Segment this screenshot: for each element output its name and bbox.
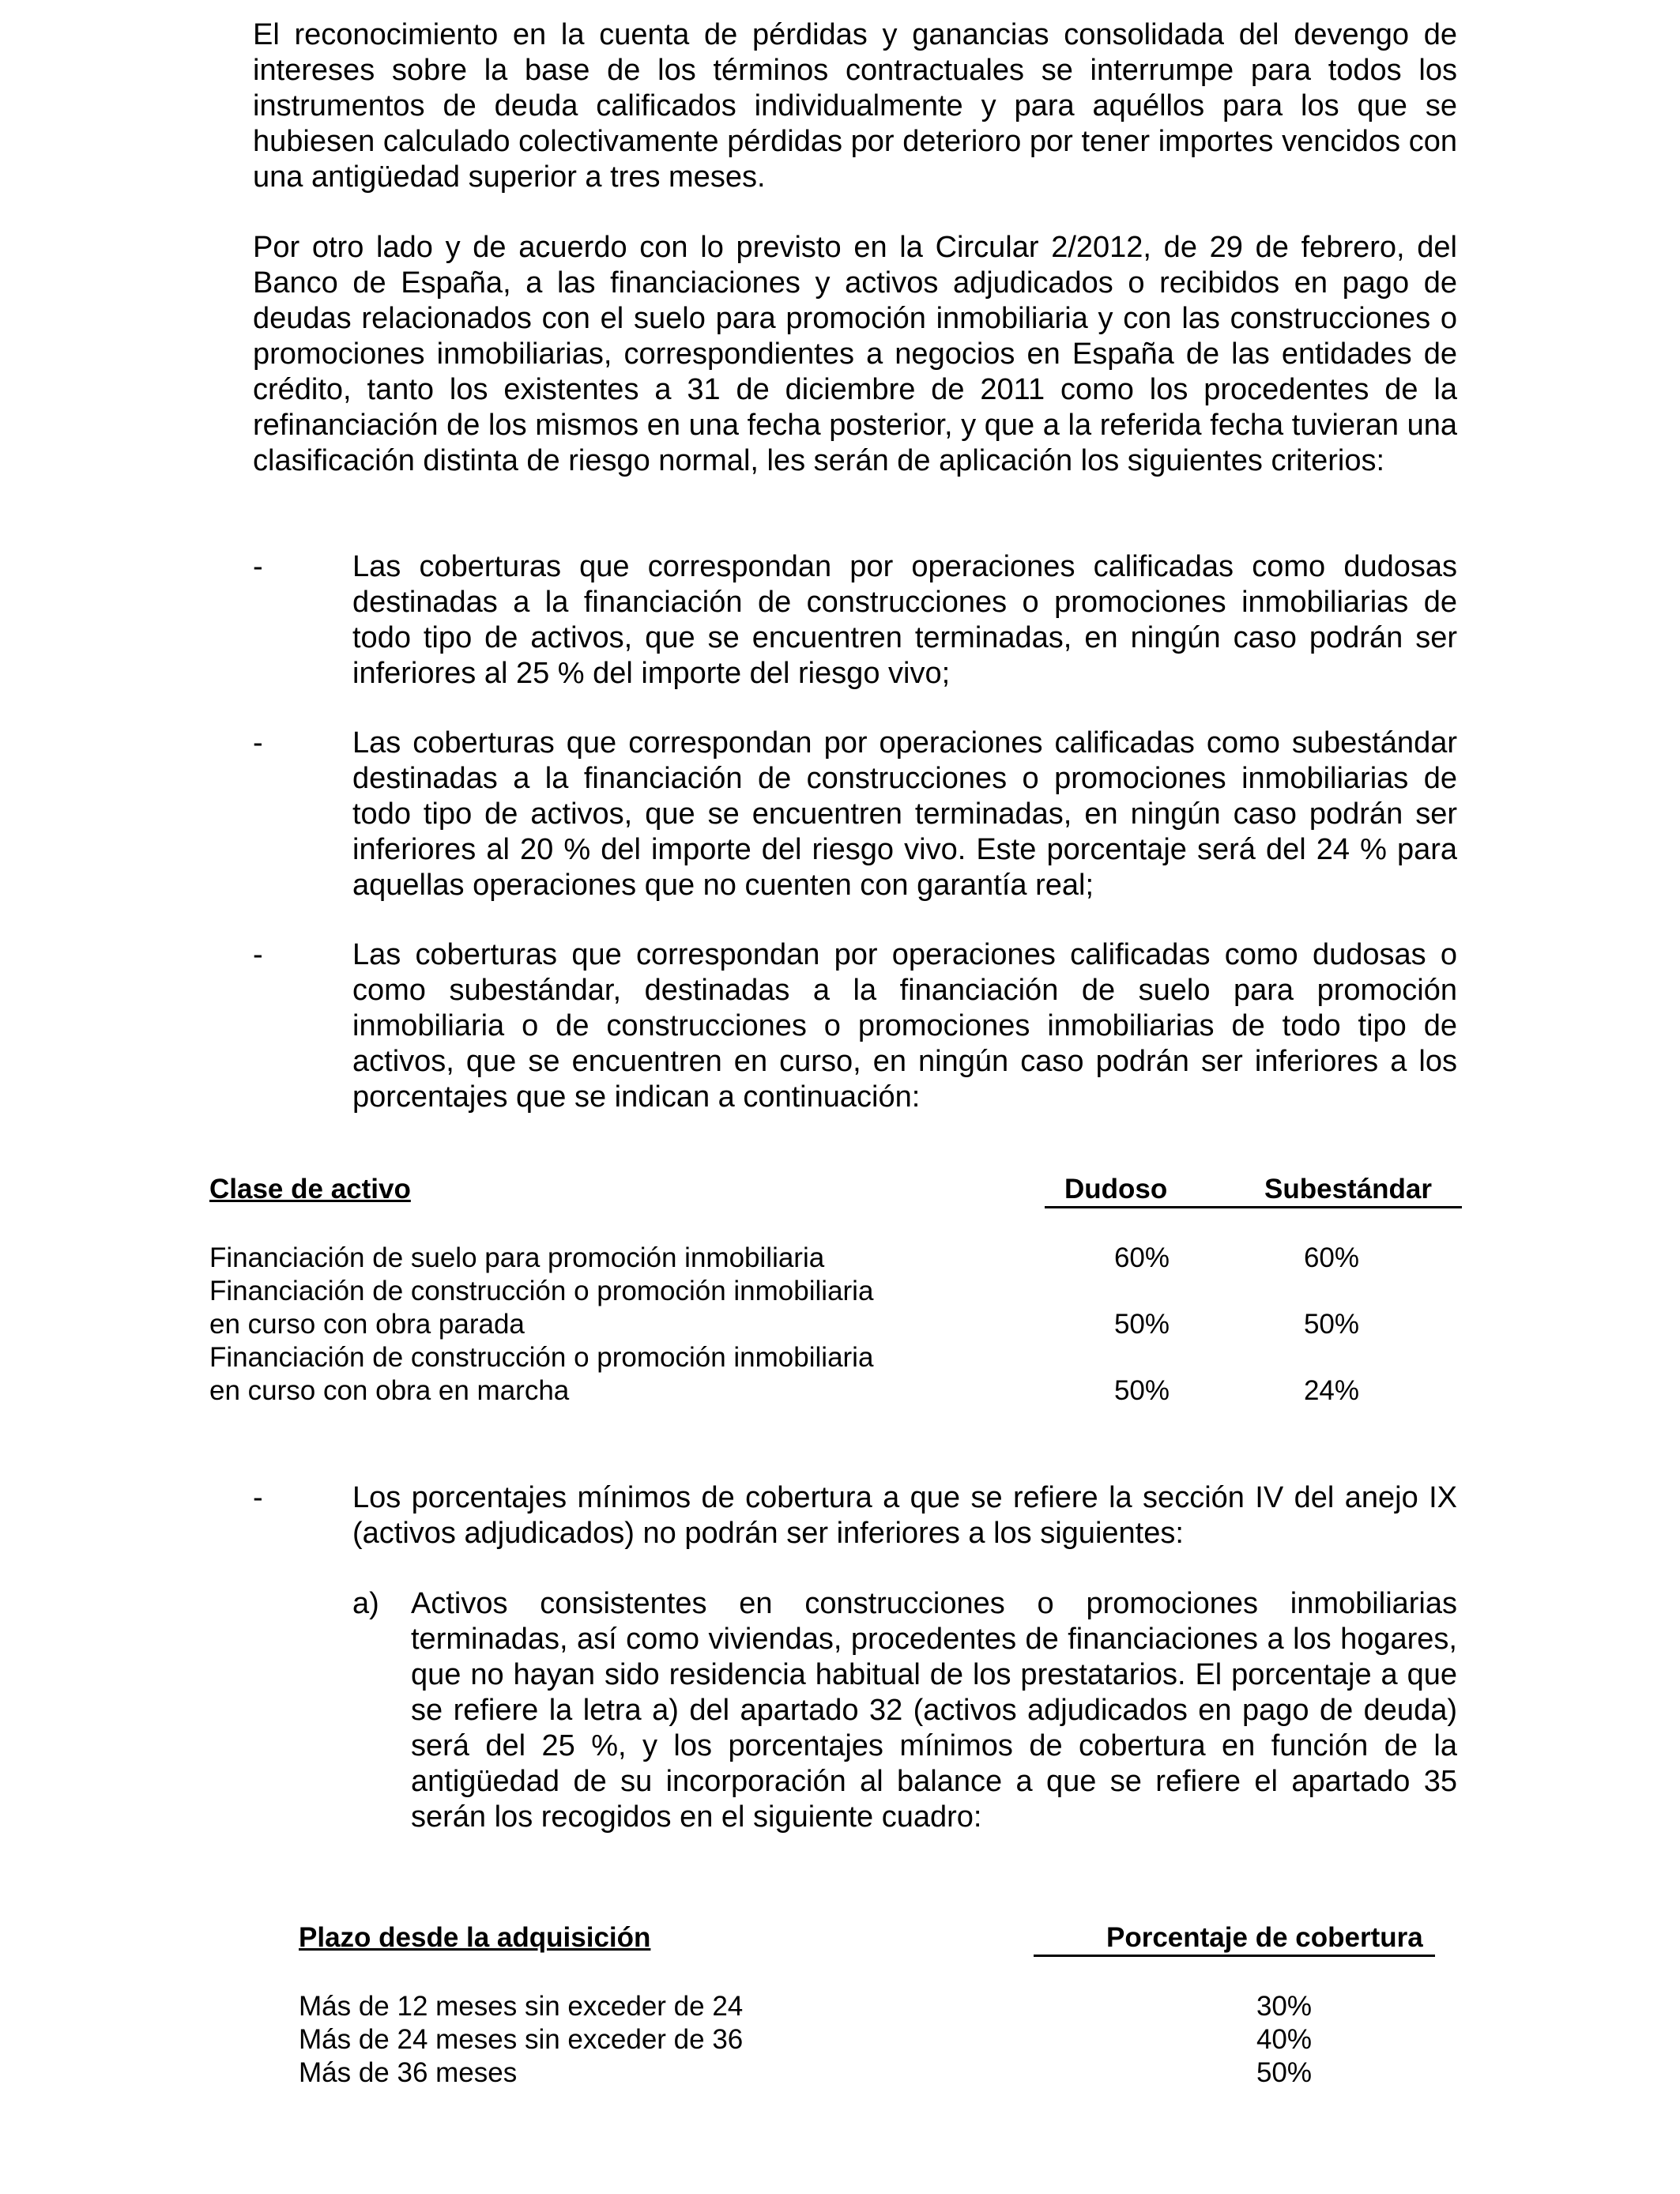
subitem-label: a) (352, 1587, 379, 1620)
row-plazo: Más de 24 meses sin exceder de 36 (299, 2024, 744, 2055)
row-label-cont: en curso con obra parada (209, 1309, 525, 1340)
row-porcentaje: 40% (1256, 2024, 1312, 2055)
table-header-porcentaje: Porcentaje de cobertura (1106, 1922, 1423, 1953)
bullet-text: Las coberturas que correspondan por operaciones calificadas como dudosas destinadas a la financiación de construcciones o promociones inmobiliarias de todo tipo de activos, que se encuentren terminadas, en ningún caso podrán ser inferiores al 25 % del importe del riesgo vivo; (352, 550, 1457, 690)
bullet-dash: - (253, 1481, 263, 1514)
subitem-text: Activos consistentes en construcciones o promociones inmobiliarias terminadas, así como viviendas, procedentes de financiaciones a los hogares, que no hayan sido residencia habitual de los prestatarios. El porcentaje a que se refiere la letra a) del apartado 32 (activos adjudicados en pago de deuda) será del 25 %, y los porcentajes mínimos de cobertura en función de la antigüedad de su incorporación al balance a que se refiere el apartado 35 serán los recogidos en el siguiente cuadro: (411, 1587, 1457, 1834)
table-header-rule (1034, 1955, 1435, 1957)
row-subestandar: 60% (1303, 1242, 1359, 1273)
bullet-dash: - (253, 550, 263, 583)
row-porcentaje: 50% (1256, 2057, 1312, 2088)
paragraph-circular: Por otro lado y de acuerdo con lo previsto en la Circular 2/2012, de 29 de febrero, del Banco de España, a las financiaciones y activos adjudicados o recibidos en pago de deudas relacionados con el suelo para promoción inmobiliaria y con las construcciones o promociones inmobiliarias, correspondientes a negocios en España de las entidades de crédito, tanto los existentes a 31 de diciembre de 2011 como los procedentes de la refinanciación de los mismos en una fecha posterior, y que a la referida fecha tuvieran una clasificación distinta de riesgo normal, les serán de aplicación los siguientes criterios: (253, 231, 1457, 477)
paragraph-intereses: El reconocimiento en la cuenta de pérdidas y ganancias consolidada del devengo de intereses sobre la base de los términos contractuales se interrumpe para todos los instrumentos de deuda calificados individualmente y para aquéllos para los que se hubiesen calculado colectivamente pérdidas por deterioro por tener importes vencidos con una antigüedad superior a tres meses. (253, 18, 1457, 194)
row-plazo: Más de 36 meses (299, 2057, 518, 2088)
row-label: Financiación de construcción o promoción inmobiliaria (209, 1276, 874, 1306)
bullet-text: Los porcentajes mínimos de cobertura a que se refiere la sección IV del anejo IX (activos adjudicados) no podrán ser inferiores a los siguientes: (352, 1481, 1457, 1550)
row-label: Financiación de suelo para promoción inmobiliaria (209, 1242, 825, 1273)
row-dudoso: 60% (1113, 1242, 1170, 1273)
bullet-text: Las coberturas que correspondan por operaciones calificadas como subestándar destinadas a la financiación de construcciones o promociones inmobiliarias de todo tipo de activos, que se encuentren terminadas, en ningún caso podrán ser inferiores al 20 % del importe del riesgo vivo. Este porcentaje será del 24 % para aquellas operaciones que no cuenten con garantía real; (352, 726, 1457, 902)
row-label: Financiación de construcción o promoción inmobiliaria (209, 1342, 874, 1373)
table-header-dudoso: Dudoso (1064, 1174, 1168, 1204)
row-plazo: Más de 12 meses sin exceder de 24 (299, 1991, 744, 2022)
row-porcentaje: 30% (1256, 1991, 1312, 2022)
table-header-rule (1045, 1206, 1462, 1208)
row-dudoso: 50% (1113, 1309, 1170, 1340)
table-header-clase: Clase de activo (209, 1174, 411, 1204)
row-subestandar: 24% (1303, 1375, 1359, 1406)
table-header-subestandar: Subestándar (1264, 1174, 1432, 1204)
row-label-cont: en curso con obra en marcha (209, 1375, 570, 1406)
row-dudoso: 50% (1113, 1375, 1170, 1406)
row-subestandar: 50% (1303, 1309, 1359, 1340)
bullet-dash: - (253, 726, 263, 760)
bullet-dash: - (253, 938, 263, 971)
table-header-plazo: Plazo desde la adquisición (299, 1922, 651, 1953)
bullet-text: Las coberturas que correspondan por operaciones calificadas como dudosas o como subestándar, destinadas a la financiación de suelo para promoción inmobiliaria o de construcciones o promociones inmobiliarias de todo tipo de activos, que se encuentren en curso, en ningún caso podrán ser inferiores a los porcentajes que se indican a continuación: (352, 938, 1457, 1114)
